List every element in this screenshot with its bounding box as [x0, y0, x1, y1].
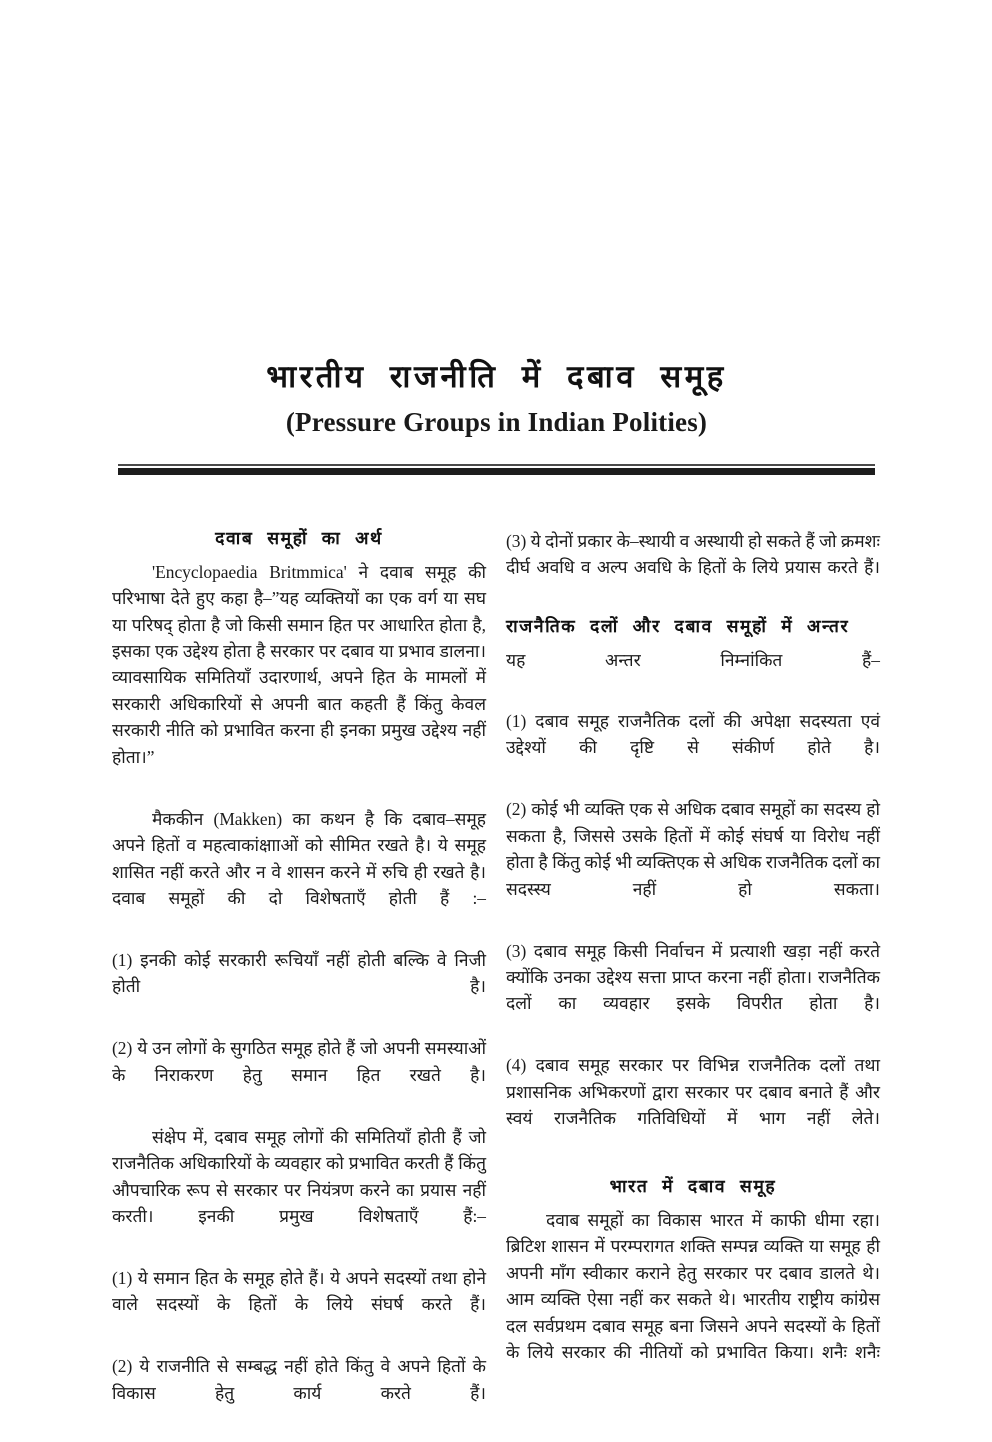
left-section-heading-meaning: दवाब समूहों का अर्थ	[215, 529, 383, 549]
paragraph-type-3: (3) ये दोनों प्रकार के–स्थायी व अस्थायी हो सकते हैं जो क्रमशः दीर्घ अवधि व अल्प अवधि के हितों के लिये प्रयास करते हैं।	[506, 531, 880, 578]
page-title-english: (Pressure Groups in Indian Polities)	[285, 406, 708, 437]
title-divider	[118, 464, 875, 475]
paragraph-feature-1: (1) इनकी कोई सरकारी रूचियाँ नहीं होती बल्कि वे निजी होती है।	[112, 949, 486, 997]
left-column	[112, 528, 486, 1442]
paragraph-india-development: दवाब समूहों का विकास भारत में काफी धीमा रहा। ब्रिटिश शासन में परम्परागत शक्ति सम्पन्न व्यक्ति या समूह ही अपनी माँग स्वीकार कराने हेतु सरकार पर दबाव डालते थे। आम व्यक्ति ऐसा नहीं कर सकते थे। भारतीय राष्ट्रीय कांग्रेस दल सर्वप्रथम दबाव समूह बना जिसने अपने सदस्यों के हितों के लिये सरकार की नीतियों को प्रभावित किया। शनैः शनैः	[506, 1209, 880, 1363]
divider-thick-line	[118, 468, 875, 475]
paragraph-feature-2: (2) ये उन लोगों के सुगठित समूह होते हैं जो अपनी समस्याओं के निराकरण हेतु समान हित रखते है।	[112, 1038, 486, 1085]
paragraph-makken-statement: मैककीन (Makken) का कथन है कि दबाव–समूह अपने हितों व महत्वाकांक्षााओं को सीमित रखते है। ये समूह शासित नहीं करते और न वे शासन करने में रुचि ही रखते है। दवाब समूहों की दो विशेषताएँ होती हैं :–	[112, 808, 486, 909]
paragraph-main-feature-2: (2) ये राजनीति से सम्बद्ध नहीं होते किंतु वे अपने हितों के विकास हेतु कार्य करते हैं।	[112, 1356, 486, 1403]
page-title-block	[118, 358, 875, 440]
paragraph-difference-4: (4) दबाव समूह सरकार पर विभिन्न राजनैतिक दलों तथा प्रशासनिक अभिकरणों द्वारा सरकार पर दबाव बनाते हैं और स्वयं राजनैतिक गतिविधियों में भाग नहीं लेते।	[506, 1055, 880, 1129]
paragraph-summary: संक्षेप में, दबाव समूह लोगों की समितियाँ होती हैं जो राजनैतिक अधिकारियों के व्यवहार को प्रभावित करती हैं किंतु औपचारिक रूप से सरकार पर नियंत्रण करने का प्रयास नहीं करती। इनकी प्रमुख विशेषताएँ हैं:–	[112, 1126, 486, 1227]
right-section-heading-difference: राजनैतिक दलों और दबाव समूहों में अन्तर	[506, 617, 850, 638]
paragraph-difference-3: (3) दबाव समूह किसी निर्वाचन में प्रत्याशी खड़ा नहीं करते क्योंकि उनका उद्देश्य सत्ता प्राप्त करना नहीं होता। राजनैतिक दलों का व्यवहार इसके विपरीत होता है।	[506, 940, 880, 1014]
paragraph-difference-1: (1) दबाव समूह राजनैतिक दलों की अपेक्षा सदस्यता एवं उद्देश्यों की दृष्टि से संकीर्ण होते है।	[506, 710, 880, 758]
right-column	[506, 528, 880, 1401]
paragraph-difference-2: (2) कोई भी व्यक्ति एक से अधिक दबाव समूहों का सदस्य हो सकता है, जिससे उसके हितों में कोई संघर्ष या विरोध नहीं होता है किंतु कोई भी व्यक्तिएक से अधिक राजनैतिक दलों का सदस्स्य नहीं हो सकता।	[506, 799, 880, 899]
right-section-heading-india: भारत में दबाव समूह	[609, 1177, 777, 1198]
paragraph-difference-lead: यह अन्तर निम्नांकित हैं–	[506, 649, 880, 670]
paragraph-encyclopaedia-definition: 'Encyclopaedia Britmmica' ने दवाब समूह की परिभाषा देते हुए कहा है–”यह व्यक्तियों का एक वर्ग या सघ या परिषद् होता है जो किसी समान हित पर आधारित होता है, इसका एक उद्देश्य होता है सरकार पर दबाव या प्रभाव डालना। व्यावसायिक समितियाँ उदारणार्थ, अपने हित के मामलों में सरकारी अधिकारियों से अपनी बात कहती हैं किंतु केवल सरकारी नीति को प्रभावित करना ही इनका प्रमुख उद्देश्य नहीं होता।”	[112, 561, 486, 767]
paragraph-main-feature-1: (1) ये समान हित के समूह होते हैं। ये अपने सदस्यों तथा होने वाले सदस्यों के हितों के लिये संघर्ष करते हैं।	[112, 1267, 486, 1315]
page-title-hindi: भारतीय राजनीति में दबाव समूह	[266, 359, 727, 395]
